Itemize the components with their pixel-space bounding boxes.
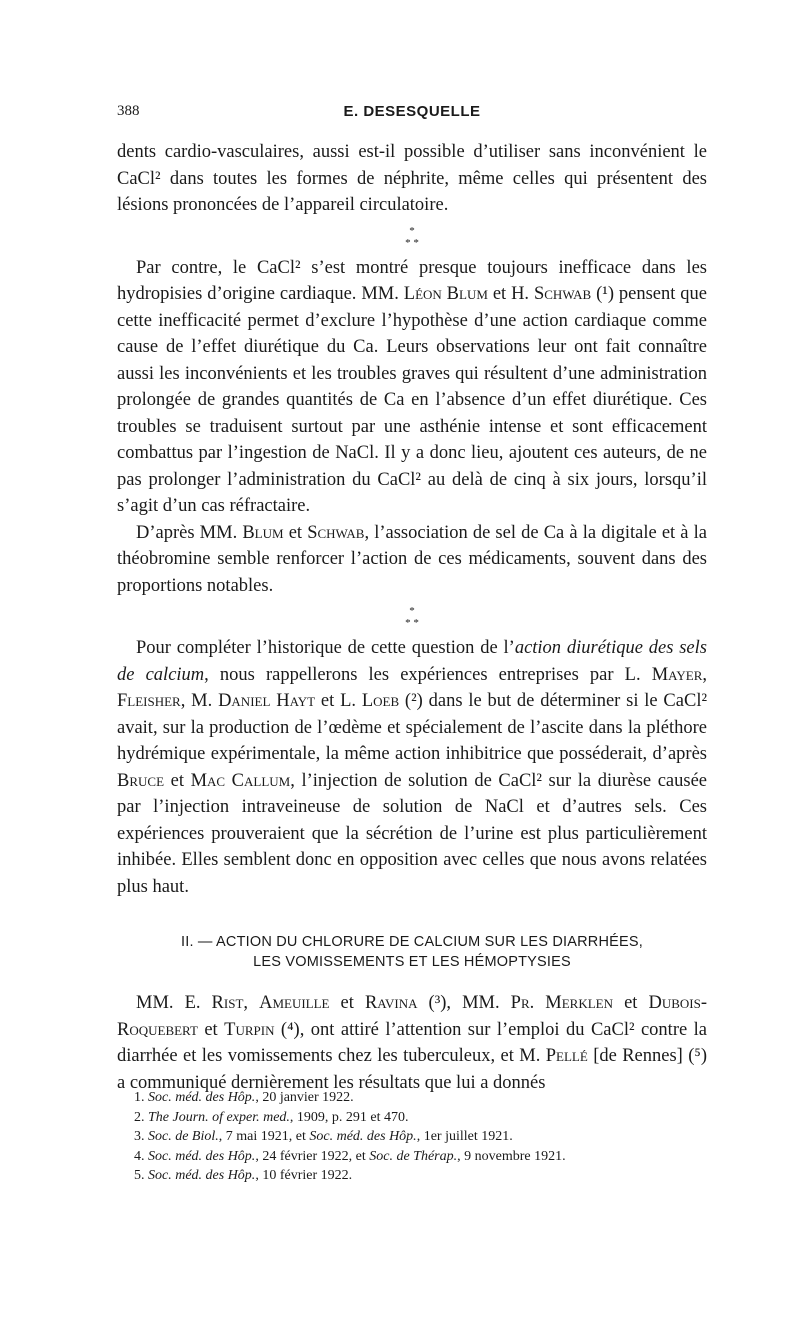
page-body (117, 139, 707, 1096)
text: , (702, 664, 707, 685)
asterism-bottom: * * (405, 617, 419, 629)
footnote-3 (134, 1127, 734, 1147)
asterism-bottom: * * (405, 236, 419, 249)
author-name: Rist (211, 993, 244, 1013)
text: (¹) pensent que cette inefficacité permet d’exclure l’hypothèse d’une action cardiaque comme cause de l’effet diurétique du Ca. Leurs observations leur ont fait connaître aussi les inconvénients et les troubles graves qui résultent d’une administration prolongée de grandes quantités de Ca en l’absence d’un effet diurétique. Ces troubles se traduisent surtout par une asthénie intense et sont efficacement combattus par l’ingestion de NaCl. Il y a donc lieu, ajoutent ces auteurs, de ne pas prolonger l’administration du CaCl² au delà de cinq à six jours, lorsqu’il s’agit d’un cas réfractaire. (117, 284, 708, 516)
footnote-source: The Journ. of exper. med. (148, 1109, 290, 1125)
author-name: Loeb (361, 691, 400, 711)
footnote-text: , 9 novembre 1921. (457, 1148, 566, 1164)
author-name: Léon Blum (403, 284, 488, 304)
paragraph-5 (117, 990, 707, 1096)
author-name: Bruce (117, 770, 165, 791)
footnote-number: 5. (134, 1168, 145, 1183)
text: et H. (487, 284, 534, 304)
footnote-source: Soc. méd. des Hôp. (148, 1148, 256, 1164)
text: et (164, 770, 191, 791)
footnotes (134, 1088, 734, 1186)
text: et (329, 993, 365, 1013)
paragraph-1 (117, 139, 707, 219)
text: [de Rennes] (⁵) a communiqué dernièrement les résultats que lui a donnés (117, 1046, 708, 1093)
footnote-source: Soc. méd. des Hôp. (309, 1129, 417, 1144)
author-name: Pellé (545, 1046, 588, 1066)
author-name: Mac Callum (190, 770, 291, 791)
footnote-source: Soc. de Thérap. (369, 1148, 458, 1164)
author-name: Blum (242, 522, 284, 543)
text: (³), MM. (417, 993, 511, 1013)
footnote-source: Soc. méd. des Hôp. (148, 1168, 256, 1183)
author-name: Fleisher (117, 691, 181, 711)
text: et (283, 522, 308, 543)
footnote-number: 4. (134, 1148, 145, 1164)
footnote-2 (134, 1108, 734, 1128)
text: dents cardio-vasculaires, aussi est-il possible d’utiliser sans inconvénient le CaCl² dans toutes les formes de néphrite, même celles qui présentent des lésions prononcées de l’appareil circulatoire. (117, 142, 707, 215)
text: , l’injection de solution de CaCl² sur la diurèse causée par l’injection intraveineuse de solution de NaCl et d’autres sels. Ces expériences prouveraient que la sécrétion de l’urine est plus particulièrement inhibée. Elles semblent donc en opposition avec celles que nous avons relatées plus haut. (117, 770, 708, 897)
text: , l’association de sel de Ca à la digitale et à la théobromine semble renforcer l’action de ces médicaments, souvent dans des proportions notables. (117, 522, 708, 596)
text: (²) dans le but de déterminer si le CaCl² avait, sur la production de l’œdème et spécialement de l’ascite dans la pléthore hydrémique expérimentale, la même action inhibitrice que posséderait, d’après (117, 691, 708, 764)
text: Pour compléter l’historique de cette question de l’ (136, 638, 515, 658)
footnote-number: 1. (134, 1090, 145, 1105)
footnote-1 (134, 1088, 734, 1108)
author-name: Schwab (533, 284, 592, 304)
footnote-number: 3. (134, 1129, 145, 1144)
asterism-separator-2 (117, 605, 707, 629)
paragraph-2 (117, 255, 707, 520)
page-header (117, 103, 707, 131)
page-number: 388 (117, 103, 140, 119)
footnote-5 (134, 1166, 734, 1186)
paragraph-3 (117, 520, 707, 600)
footnote-source: Soc. méd. des Hôp. (148, 1090, 256, 1105)
footnote-text: , 1909, p. 291 et 470. (289, 1109, 409, 1125)
section-heading-line-2: LES VOMISSEMENTS ET LES HÉMOPTYSIES (253, 954, 571, 970)
section-heading-line-1: II. — ACTION DU CHLORURE DE CALCIUM SUR LES DIARRHÉES, (181, 934, 643, 950)
text: , nous rappellerons les expériences entreprises par L. (204, 664, 652, 685)
author-name: Pr. Merklen (510, 993, 614, 1013)
footnote-source: Soc. de Biol. (148, 1129, 219, 1144)
paragraph-4 (117, 635, 707, 900)
author-name: Ravina (364, 993, 418, 1013)
asterism-top: * (409, 605, 415, 617)
text: Par contre, le CaCl² s’est montré presque toujours inefficace dans les hydropisies d’origine cardiaque. MM. (117, 257, 707, 304)
text: (⁴), ont attiré l’attention sur l’emploi du CaCl² contre la diarrhée et les vomissements chez les tuberculeux, et M. (117, 1019, 707, 1066)
author-name: Turpin (224, 1019, 275, 1040)
section-heading (117, 932, 707, 972)
emphasis: action diurétique des sels de calcium (117, 638, 707, 685)
running-head: E. DESESQUELLE (343, 103, 481, 120)
footnote-4 (134, 1147, 734, 1167)
author-name: Schwab (307, 522, 365, 543)
footnote-text: , 10 février 1922. (255, 1168, 353, 1183)
text: , M. (180, 691, 219, 711)
author-name: Mayer (651, 664, 703, 685)
text: et (197, 1019, 225, 1040)
footnote-number: 2. (134, 1109, 145, 1125)
footnote-text: , 20 janvier 1922. (255, 1090, 354, 1105)
author-name: Daniel Hayt (218, 691, 316, 711)
text: et L. (315, 691, 362, 711)
text: et (613, 993, 649, 1013)
asterism-separator (117, 225, 707, 249)
author-name: Ameuille (259, 993, 330, 1013)
text: MM. E. (136, 993, 212, 1013)
footnote-text: , 7 mai 1921, et (218, 1129, 310, 1144)
asterism-top: * (409, 224, 415, 237)
author-name: Dubois-Roquebert (117, 993, 707, 1040)
footnote-text: , 24 février 1922, et (255, 1148, 370, 1164)
footnote-text: , 1er juillet 1921. (416, 1129, 513, 1144)
text: , (243, 993, 260, 1013)
text: D’après MM. (136, 522, 243, 543)
